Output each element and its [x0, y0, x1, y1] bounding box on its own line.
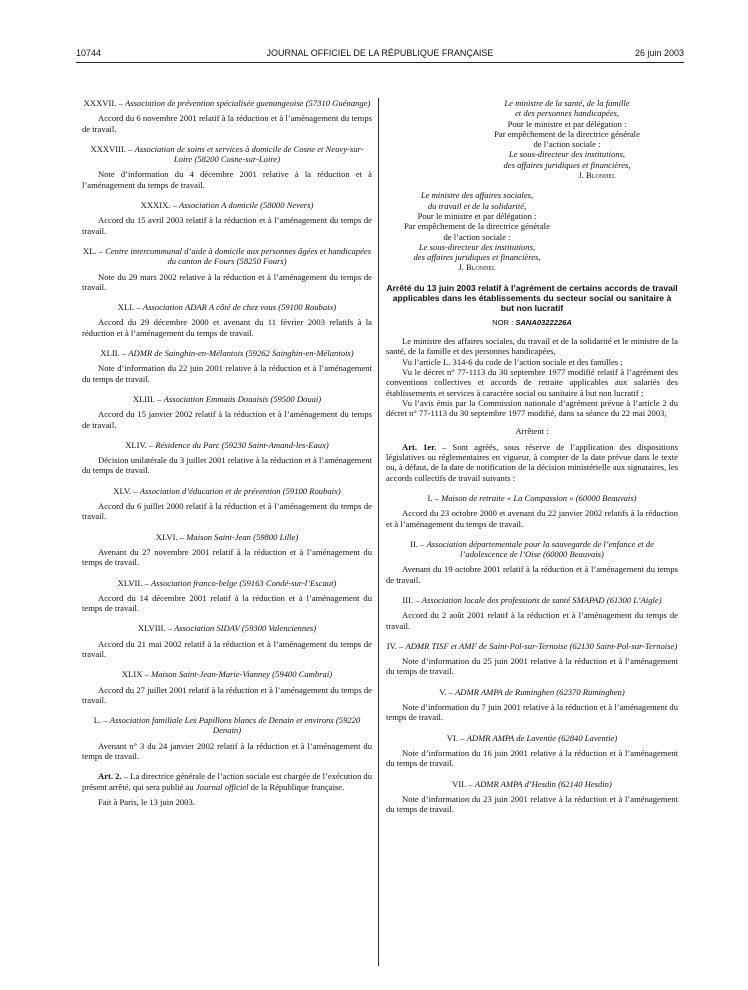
- entry-number: XXXVII. –: [83, 98, 123, 108]
- entry-heading: [82, 246, 372, 267]
- entry-number: XLII. –: [100, 348, 127, 359]
- left-entry-list: [82, 98, 372, 761]
- entry-heading: [386, 779, 678, 789]
- entry-number: III. –: [402, 594, 420, 605]
- journal-title: JOURNAL OFFICIEL DE LA RÉPUBLIQUE FRANÇAISE: [266, 48, 494, 58]
- entry-name: Association de soins et services à domicile de Cosne et Neuvy-sur-Loire: [134, 143, 364, 165]
- arrete-title: Arrêté du 13 juin 2003 relatif à l’agrément de certains accords de travail applicables dans les établissements du secteur social ou sanitaire à but non lucratif: [386, 282, 678, 313]
- nor-reference: [386, 318, 678, 328]
- entry-location: (59300 Valenciennes): [241, 623, 317, 634]
- done-at: Fait à Paris, le 13 juin 2003.: [98, 796, 195, 807]
- entry-location: (58200 Cosne-sur-Loire): [194, 154, 281, 165]
- entry-location: (59500 Douai): [270, 393, 322, 404]
- sig1-line7: des affaires juridiques et financières,: [503, 159, 631, 170]
- list-item: [82, 715, 372, 761]
- entry-name: Association Emmaüs Douaisis: [163, 393, 269, 404]
- article-2-label: Art. 2.: [98, 771, 122, 782]
- article-2-text-b: de la République française.: [248, 781, 345, 792]
- list-item: [82, 98, 372, 134]
- entry-location: (59220 Denain): [212, 715, 361, 736]
- entry-text: Accord du 27 juillet 2001 relatif à la réduction et à l’aménagement du temps de travail.: [82, 684, 372, 705]
- sig1-signatory: J. Blondel: [578, 170, 616, 181]
- nor-label: NOR :: [492, 317, 516, 327]
- right-column: [386, 98, 678, 824]
- signature-block-health: [386, 98, 678, 180]
- signature-block-social: [386, 190, 678, 272]
- entry-name: Association locale des professions de santé SMAPAD: [421, 594, 605, 605]
- entry-location: (61300 L’Aigle): [606, 594, 662, 605]
- entry-text: Accord du 15 janvier 2002 relatif à la réduction et à l’aménagement du temps de travail.: [82, 409, 372, 430]
- nor-code: SANA0322226A: [515, 317, 572, 327]
- entry-heading: [82, 486, 372, 496]
- list-item: [82, 246, 372, 292]
- entry-name: Association d’éducation et de prévention: [139, 485, 281, 496]
- entry-location: (57310 Guénange): [305, 98, 371, 108]
- entry-name: Maison de retraite « La Compassion »: [441, 492, 574, 503]
- entry-heading: [82, 200, 372, 210]
- article-1-label: Art. 1er.: [402, 441, 437, 452]
- entry-heading: [82, 715, 372, 736]
- entry-location: (60000 Beauvais): [542, 549, 604, 560]
- list-item: [82, 532, 372, 568]
- entry-heading: [82, 669, 372, 679]
- entry-number: XLVI. –: [155, 531, 185, 542]
- entry-name: ADMR AMPA d’Hesdin: [474, 778, 556, 789]
- sig2-line3: Pour le ministre et par délégation :: [417, 210, 537, 221]
- entry-name: ADMR AMPA de Ruminghen: [455, 686, 555, 697]
- entry-location: (59262 Sainghin-en-Mélantois): [245, 348, 354, 359]
- entry-name: Centre intercommunal d’aide à domicile aux personnes âgées et handicapées du canton de Fours: [105, 245, 372, 267]
- sig2-signatory: J. Blondel: [458, 262, 496, 273]
- list-item: [386, 733, 678, 769]
- entry-text: Accord du 6 juillet 2000 relatif à la réduction et à l’aménagement du temps de travail.: [82, 501, 372, 522]
- entry-heading: [386, 493, 678, 503]
- entry-name: Association A domicile: [179, 200, 258, 211]
- list-item: [386, 641, 678, 677]
- entry-location: (62140 Hesdin): [558, 778, 612, 789]
- entry-heading: [82, 623, 372, 633]
- entry-number: VI. –: [446, 732, 465, 743]
- entry-location: (62130 Saint-Pol-sur-Ternoise): [569, 640, 678, 651]
- sig1-line6: Le sous-directeur des institutions,: [508, 149, 626, 160]
- entry-text: Note d’information du 4 décembre 2001 relative à la réduction et à l’aménagement du temps de travail.: [82, 169, 372, 190]
- entry-location: (58250 Fours): [236, 256, 287, 267]
- entry-heading: [386, 539, 678, 560]
- article-2-journal: Journal officiel: [195, 781, 249, 792]
- sig2-line7: des affaires juridiques et financières,: [413, 252, 541, 263]
- list-item: [82, 623, 372, 659]
- page-header: [76, 48, 684, 60]
- entry-heading: [82, 348, 372, 358]
- entry-text: Note d’information du 25 juin 2001 relative à la réduction et à l’aménagement du temps de travail.: [386, 656, 678, 677]
- entry-location: (58000 Nevers): [260, 200, 314, 211]
- entry-text: Accord du 21 mai 2002 relatif à la réduction et à l’aménagement du temps de travail.: [82, 638, 372, 659]
- entry-name: Maison Saint-Jean: [186, 531, 251, 542]
- sig2-line5: de l’action sociale :: [443, 231, 511, 242]
- entry-name: ADMR TISF et AMF de Saint-Pol-sur-Ternoise: [405, 640, 568, 651]
- list-item: [82, 486, 372, 522]
- entry-name: Association franco-belge: [151, 577, 238, 588]
- entry-heading: [82, 578, 372, 588]
- entry-text: Accord du 15 avril 2003 relatif à la réduction et à l’aménagement du temps de travail.: [82, 215, 372, 236]
- list-item: [386, 779, 678, 815]
- entry-name: Association de prévention spécialisée guenangeoise: [124, 98, 304, 108]
- list-item: [82, 394, 372, 430]
- entry-heading: [82, 532, 372, 542]
- entry-number: XLV. –: [113, 485, 138, 496]
- entry-heading: [82, 302, 372, 312]
- entry-location: (62840 Laventie): [558, 732, 618, 743]
- issue-date: 26 juin 2003: [634, 48, 684, 58]
- entry-number: XLIX –: [121, 669, 149, 680]
- entry-name: ADMR de Sainghin-en-Mélantois: [128, 348, 244, 359]
- left-column: [82, 98, 372, 807]
- entry-name: Maison Saint-Jean-Marie-Vianney: [151, 669, 270, 680]
- entry-location: (59163 Condé-sur-l’Escaut): [239, 577, 337, 588]
- preamble-1: Vu l’article L. 314-6 du code de l’action sociale et des familles ;: [402, 356, 623, 367]
- entry-heading: [82, 394, 372, 404]
- sig1-line4: Par empêchement de la directrice générale: [494, 128, 640, 139]
- article-2: [82, 771, 372, 792]
- entry-heading: [82, 144, 372, 165]
- entry-number: VII. –: [452, 778, 473, 789]
- entry-number: XLVII. –: [117, 577, 149, 588]
- entry-text: Avenant du 19 octobre 2001 relatif à la réduction et à l’aménagement du temps de travail.: [386, 564, 678, 585]
- list-item: [82, 578, 372, 614]
- entry-number: XL. –: [82, 245, 103, 256]
- list-item: [82, 302, 372, 338]
- entry-name: Association départementale pour la sauvegarde de l’enfance et de l’adolescence de l’Oise: [426, 538, 654, 560]
- entry-number: L. –: [93, 715, 108, 726]
- entry-name: ADMR AMPA de Laventie: [466, 732, 557, 743]
- sig1-line3: Pour le ministre et par délégation :: [507, 118, 627, 129]
- list-item: [386, 539, 678, 585]
- sig2-line1: Le ministre des affaires sociales,: [420, 190, 534, 201]
- entry-text: Accord du 6 novembre 2001 relatif à la réduction et à l’aménagement du temps de travail.: [82, 113, 372, 134]
- entry-text: Avenant n° 3 du 24 janvier 2002 relatif à la réduction et à l’aménagement du temps de travail.: [82, 740, 372, 762]
- entry-location: (62370 Ruminghen): [556, 686, 625, 697]
- list-item: [82, 144, 372, 190]
- entry-text: Accord du 14 décembre 2001 relatif à la réduction et à l’aménagement du temps de travail.: [82, 592, 372, 614]
- entry-number: IV. –: [386, 640, 404, 651]
- entry-heading: [386, 687, 678, 697]
- entry-text: Accord du 29 décembre 2000 et avenant du 11 février 2003 relatifs à la réduction et à l’aménagement du temps de travail.: [82, 317, 372, 338]
- preamble-0: Le ministre des affaires sociales, du travail et de la solidarité et le ministre de la santé, de la famille et des personnes handicapées,: [386, 336, 678, 357]
- list-item: [82, 440, 372, 476]
- article-1-text: – Sont agréés, sous réserve de l’application des dispositions législatives ou réglementaires en vigueur, à compter de la date prévue dans le texte ou, à défaut, de la date de notification de la décision ministérielle aux signataires, les accords collectifs de travail suivants :: [386, 441, 678, 483]
- preamble-2: Vu le décret n° 77-1113 du 30 septembre 1977 modifié relatif à l’agrément des conventions collectives et accords de retraite applicables aux salariés des établissements et services à caractère social ou sanitaire à but non lucratif ;: [386, 366, 678, 398]
- page-number: 10744: [76, 48, 102, 58]
- entry-heading: [386, 733, 678, 743]
- sig2-line6: Le sous-directeur des institutions,: [418, 241, 536, 252]
- sig1-line2: et des personnes handicapées,: [514, 108, 620, 119]
- list-item: [82, 669, 372, 705]
- article-1: [386, 442, 678, 483]
- entry-location: (59100 Roubaix): [278, 302, 337, 313]
- sig2-line4: Par empêchement de la directrice générale: [404, 221, 550, 232]
- entry-name: Association SIDAV: [174, 623, 240, 634]
- entry-name: Résidence du Parc: [155, 439, 220, 450]
- entry-number: XXXVIII. –: [90, 143, 133, 154]
- entry-number: XLIV. –: [125, 439, 154, 450]
- entry-number: XLIII. –: [132, 393, 162, 404]
- entry-heading: [386, 641, 678, 651]
- entry-location: (60000 Beauvais): [575, 492, 637, 503]
- list-item: [386, 493, 678, 529]
- entry-heading: [82, 98, 372, 108]
- entry-text: Note d’information du 22 juin 2001 relative à la réduction et à l’aménagement du temps de travail.: [82, 363, 372, 384]
- entry-text: Accord du 23 octobre 2000 et avenant du 22 janvier 2002 relatifs à la réduction et à l’aménagement du temps de travail.: [386, 508, 678, 529]
- entry-name: Association ADAR A côté de chez vous: [142, 302, 277, 313]
- list-item: [386, 687, 678, 723]
- entry-text: Note du 29 mars 2002 relative à la réduction et à l’aménagement du temps de travail.: [82, 271, 372, 292]
- entry-location: (59400 Cambrai): [272, 669, 333, 680]
- arretent: Arrêtent :: [515, 426, 549, 437]
- list-item: [82, 348, 372, 384]
- column-divider: [378, 98, 379, 966]
- entry-text: Note d’information du 23 juin 2001 relative à la réduction et à l’aménagement du temps de travail.: [386, 793, 678, 815]
- entry-number: XLI. –: [117, 302, 141, 313]
- list-item: [82, 200, 372, 236]
- entry-heading: [386, 595, 678, 605]
- entry-number: XLVIII. –: [137, 623, 172, 634]
- right-entry-list: [386, 493, 678, 815]
- list-item: [386, 595, 678, 631]
- entry-heading: [82, 440, 372, 450]
- article-2-text-a: – La directrice générale de l’action sociale est chargée de l’exécution du présent arrêté, qui sera publié au: [82, 771, 372, 792]
- entry-location: (59800 Lille): [253, 531, 299, 542]
- preamble-3: Vu l’avis émis par la Commission nationale d’agrément prévue à l’article 2 du décret n° 77-1113 du 30 septembre 1977 modifié, dans sa séance du 22 mai 2003,: [386, 397, 678, 419]
- sig2-line2: du travail et de la solidarité,: [427, 200, 527, 211]
- entry-location: (59230 Saint-Amand-les-Eaux): [221, 439, 329, 450]
- entry-text: Note d’information du 7 juin 2001 relative à la réduction et à l’aménagement du temps de travail.: [386, 702, 678, 723]
- entry-name: Association familiale Les Papillons blancs de Denain et environs: [109, 715, 334, 726]
- entry-number: V. –: [439, 686, 453, 697]
- entry-location: (59100 Roubaix): [282, 485, 341, 496]
- entry-text: Accord du 2 août 2001 relatif à la réduction et à l’aménagement du temps de travail.: [386, 610, 678, 631]
- header-rule: [76, 62, 684, 63]
- entry-text: Note d’information du 16 juin 2001 relative à la réduction et à l’aménagement du temps de travail.: [386, 747, 678, 769]
- sig1-line1: Le ministre de la santé, de la famille: [504, 98, 630, 108]
- entry-text: Décision unilatérale du 3 juillet 2001 relative à la réduction et à l’aménagement du temps de travail.: [82, 455, 372, 476]
- entry-number: I. –: [427, 492, 439, 503]
- entry-number: II. –: [410, 538, 425, 549]
- entry-number: XXXIX. –: [140, 200, 177, 211]
- entry-text: Avenant du 27 novembre 2001 relatif à la réduction et à l’aménagement du temps de travail.: [82, 546, 372, 568]
- sig1-line5: de l’action sociale :: [533, 139, 601, 150]
